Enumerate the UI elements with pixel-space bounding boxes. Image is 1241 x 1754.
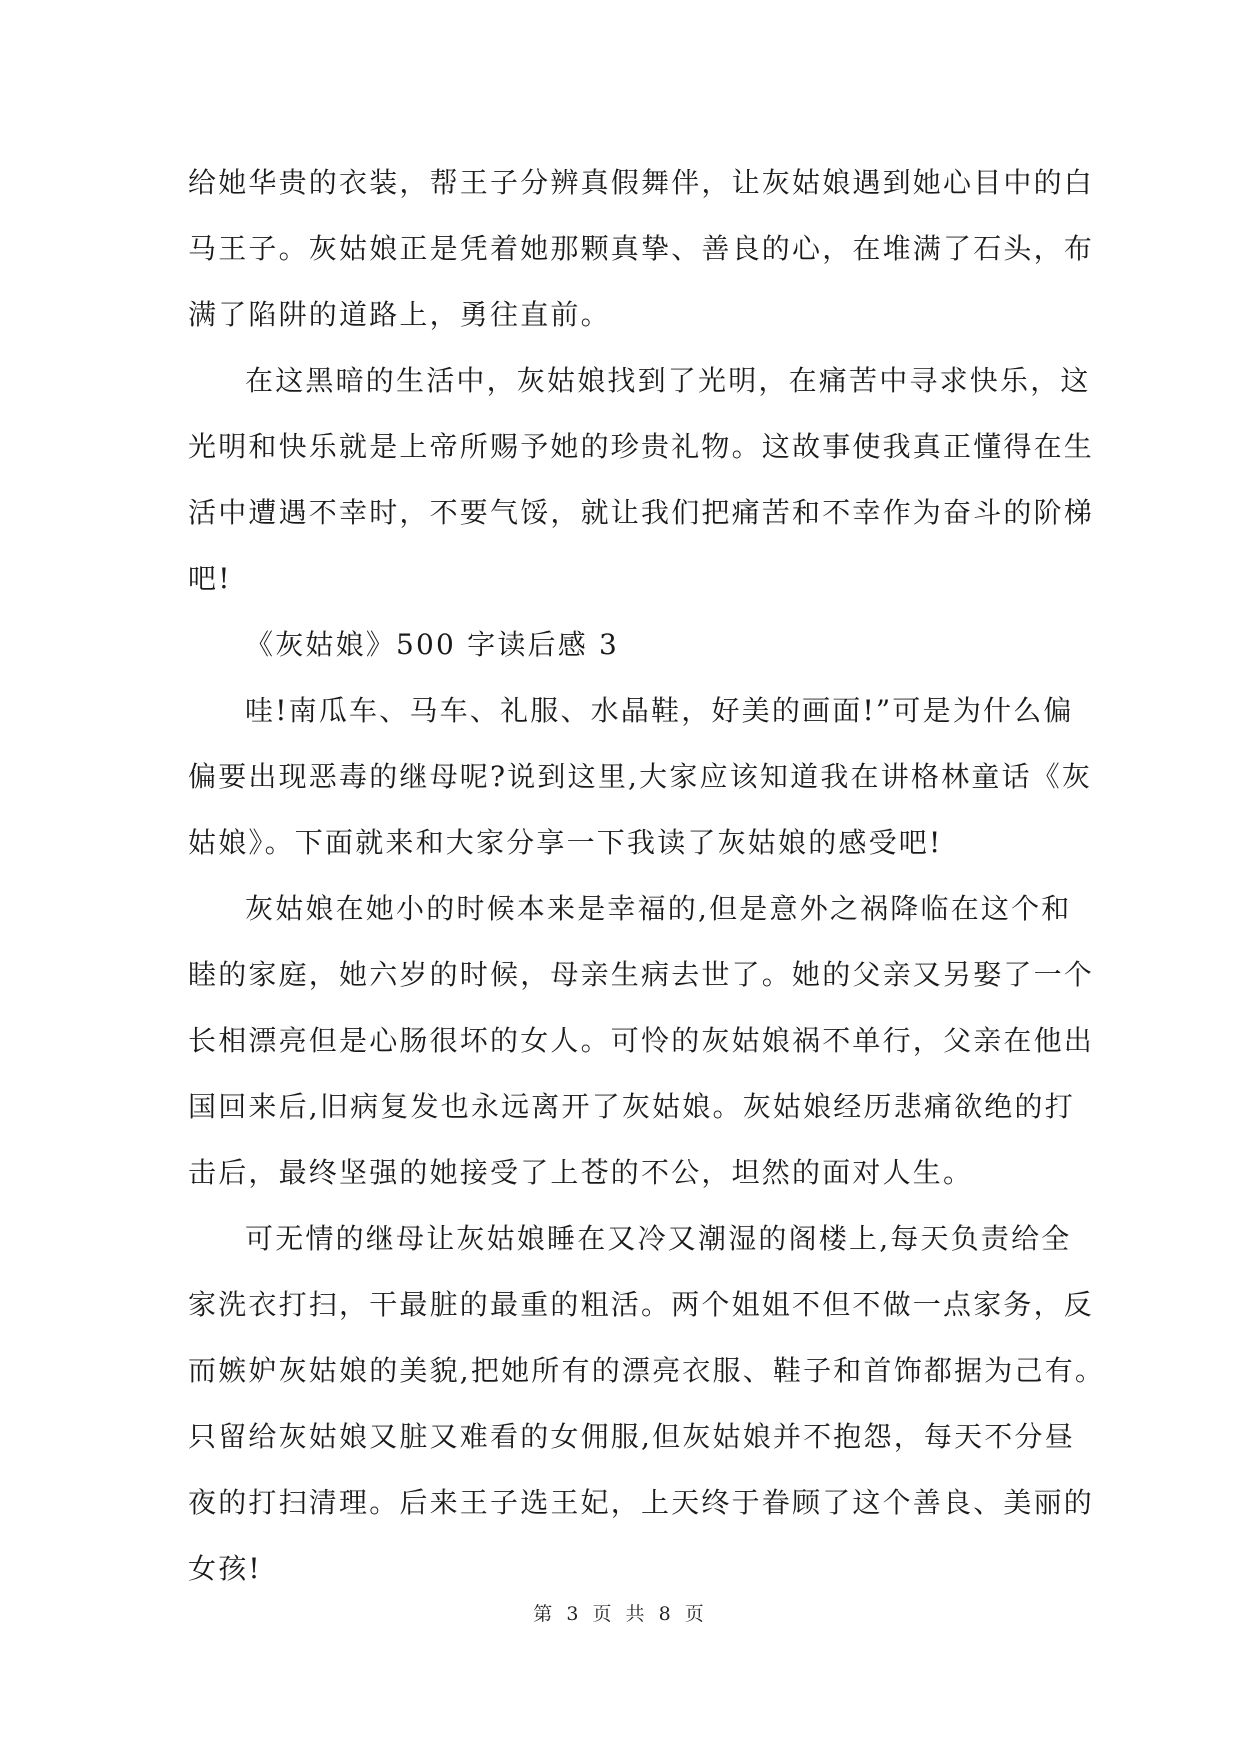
text-line: 夜的打扫清理。后来王子选王妃，上天终于眷顾了这个善良、美丽的: [188, 1486, 1095, 1519]
text-line: 可无情的继母让灰姑娘睡在又冷又潮湿的阁楼上,每天负责给全: [245, 1222, 1072, 1255]
text-line: 只留给灰姑娘又脏又难看的女佣服,但灰姑娘并不抱怨，每天不分昼: [188, 1420, 1075, 1453]
footer-middle: 页 共: [592, 1603, 649, 1625]
text-line: 吧!: [188, 562, 232, 595]
text-line: 活中遭遇不幸时，不要气馁，就让我们把痛苦和不幸作为奋斗的阶梯: [188, 496, 1095, 529]
text-line: 偏要出现恶毒的继母呢?说到这里,大家应该知道我在讲格林童话《灰: [188, 760, 1093, 793]
text-line: 满了陷阱的道路上，勇往直前。: [188, 298, 611, 331]
text-line: 睦的家庭，她六岁的时候，母亲生病去世了。她的父亲又另娶了一个: [188, 958, 1095, 991]
footer-prefix: 第: [533, 1603, 557, 1625]
document-body: [188, 150, 1106, 1602]
text-line: 国回来后,旧病复发也永远离开了灰姑娘。灰姑娘经历悲痛欲绝的打: [188, 1090, 1075, 1123]
text-line: 马王子。灰姑娘正是凭着她那颗真挚、善良的心，在堆满了石头，布: [188, 232, 1095, 265]
text-line: 哇!南瓜车、马车、礼服、水晶鞋，好美的画面!”可是为什么偏: [245, 694, 1074, 727]
footer-suffix: 页: [684, 1603, 708, 1625]
page-footer: [0, 1599, 1241, 1626]
text-line: 长相漂亮但是心肠很坏的女人。可怜的灰姑娘祸不单行，父亲在他出: [188, 1024, 1095, 1057]
text-line: 给她华贵的衣装，帮王子分辨真假舞伴，让灰姑娘遇到她心目中的白: [188, 166, 1095, 199]
text-line: 而嫉妒灰姑娘的美貌,把她所有的漂亮衣服、鞋子和首饰都据为己有。: [188, 1354, 1106, 1387]
text-line: 家洗衣打扫，干最脏的最重的粗活。两个姐姐不但不做一点家务，反: [188, 1288, 1095, 1321]
text-line: 击后，最终坚强的她接受了上苍的不公，坦然的面对人生。: [188, 1156, 974, 1189]
text-line: 光明和快乐就是上帝所赐予她的珍贵礼物。这故事使我真正懂得在生: [188, 430, 1095, 463]
text-line: 灰姑娘在她小的时候本来是幸福的,但是意外之祸降临在这个和: [245, 892, 1072, 925]
text-line: 姑娘》。下面就来和大家分享一下我读了灰姑娘的感受吧!: [188, 826, 943, 859]
text-line: 女孩!: [188, 1552, 262, 1585]
current-page-number: 3: [566, 1603, 583, 1625]
text-line: 《灰姑娘》500 字读后感 3: [245, 628, 620, 661]
text-line: 在这黑暗的生活中，灰姑娘找到了光明，在痛苦中寻求快乐，这: [245, 364, 1091, 397]
total-page-count: 8: [658, 1603, 675, 1625]
